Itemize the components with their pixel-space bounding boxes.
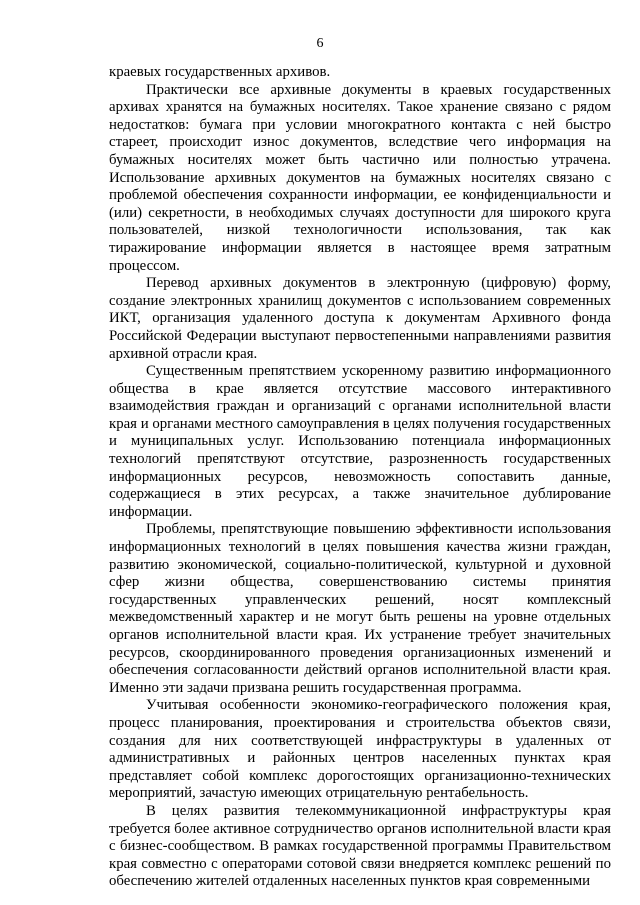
paragraph-continuation: краевых государственных архивов. bbox=[109, 64, 331, 80]
paragraph-telecom: В целях развития телекоммуникационной инфраструктуры края требуется более активное сотрудничество органов исполнительной власти края с бизнес-сообществом. В рамках государственной программы Правительством края совместно с операторами сотовой связи внедряется комплекс решений по обеспечению жителей отдаленных населенных пунктов края современными bbox=[109, 802, 611, 890]
paragraph-problems: Проблемы, препятствующие повышению эффективности использования информационных технологий в целях повышения качества жизни граждан, развитию экономической, социально-политической, культурной и духовной сфер жизни общества, совершенствованию системы принятия государственных управленческих решений, носят комплексный межведомственный характер и не могут быть решены на уровне отдельных органов исполнительной власти края. Их устранение требует значительных ресурсов, скоординированного проведения организационных изменений и обеспечения согласованности действий органов исполнительной власти края. Именно эти задачи призвана решить государственная программа. bbox=[109, 521, 611, 696]
paragraph-obstacles: Существенным препятствием ускоренному развитию информационного общества в крае является отсутствие массового интерактивного взаимодействия граждан и организаций с органами исполнительной власти края и органами местного самоуправления в целях получения государственных и муниципальных услуг. Использованию потенциала информационных технологий препятствуют отсутствие, разрозненность государственных информационных ресурсов, невозможность сопоставить данные, содержащиеся в этих ресурсах, а также значительное дублирование информации. bbox=[109, 363, 611, 520]
document-body bbox=[109, 64, 611, 891]
paragraph-geography: Учитывая особенности экономико-географического положения края, процесс планирования, проектирования и строительства объектов связи, создания для них соответствующей инфраструктуры в удаленных от административных и районных центров населенных пунктах края представляет собой комплекс дорогостоящих организационно-технических мероприятий, зачастую имеющих отрицательную рентабельность. bbox=[109, 697, 611, 802]
page-number: 6 bbox=[316, 36, 324, 51]
paragraph-digitization: Перевод архивных документов в электронную (цифровую) форму, создание электронных хранилищ документов с использованием современных ИКТ, организация удаленного доступа к документам Архивного фонда Российской Федерации выступают первостепенными направлениями развития архивной отрасли края. bbox=[109, 275, 611, 362]
paragraph-paper-archives: Практически все архивные документы в краевых государственных архивах хранятся на бумажных носителях. Такое хранение связано с рядом недостатков: бумага при условии многократного контакта с ней быстро стареет, происходит износ документов, вследствие чего информация на бумажных носителях может быть частично или полностью утрачена. Использование архивных документов на бумажных носителях связано с проблемой обеспечения сохранности информации, ее конфиденциальности и (или) секретности, в необходимых случаях доступности для широкого круга пользователей, низкой технологичности использования, так как тиражирование информации является в настоящее время затратным процессом. bbox=[109, 81, 611, 274]
